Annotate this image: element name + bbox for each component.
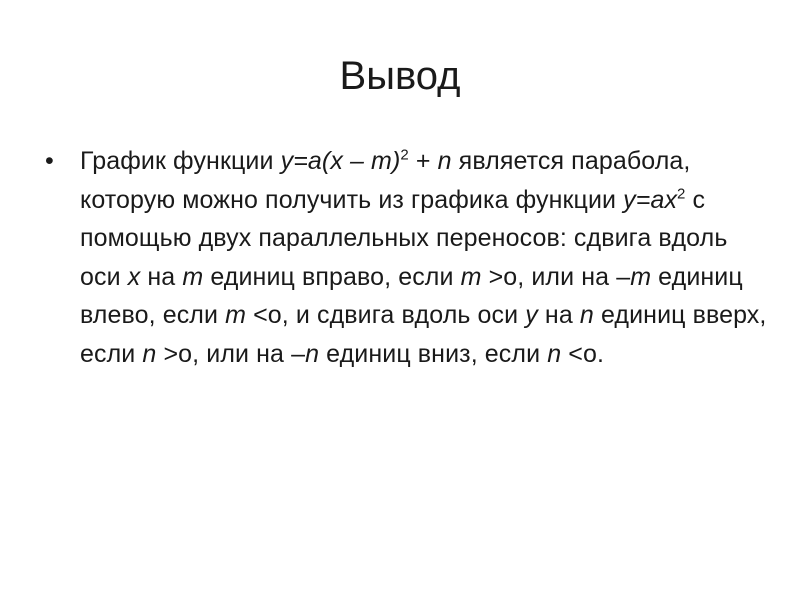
text-run: График функции: [80, 147, 281, 175]
text-run: на: [537, 301, 580, 329]
math-variable: y=a(x – m): [280, 147, 401, 175]
text-run: >o, или на –: [156, 339, 306, 368]
math-variable: x: [127, 262, 141, 291]
math-variable: n: [437, 147, 452, 175]
text-run: является парабола, которую можно получить из графика функции: [80, 147, 691, 214]
text-run: единиц вправо, если: [203, 262, 461, 291]
bullet-text: [80, 147, 766, 368]
math-variable: m: [460, 262, 482, 291]
superscript: 2: [677, 185, 686, 203]
slide-title: Вывод: [339, 54, 461, 98]
math-variable: m: [182, 262, 204, 291]
slide-body: [40, 142, 770, 373]
math-variable: m: [630, 262, 652, 291]
math-variable: y=ax: [623, 185, 678, 214]
text-run: <o, и сдвига вдоль оси: [246, 301, 526, 329]
math-variable: n: [579, 301, 594, 329]
math-variable: n: [547, 339, 562, 368]
text-run: единиц влево, если: [80, 262, 743, 329]
text-run: на: [140, 262, 183, 291]
bullet-dot: •: [45, 147, 54, 175]
math-variable: n: [142, 339, 157, 368]
text-run: единиц вверх, если: [80, 301, 767, 368]
text-run: с помощью двух параллельных переносов: сдвига вдоль оси: [80, 185, 728, 291]
text-run: единиц вниз, если: [319, 339, 548, 368]
text-run: +: [408, 147, 438, 175]
math-variable: y: [525, 301, 538, 329]
text-run: <o.: [561, 339, 605, 368]
math-variable: m: [225, 301, 247, 329]
math-variable: n: [305, 339, 320, 368]
text-run: >o, или на –: [481, 262, 631, 291]
bullet-item: [40, 142, 770, 373]
superscript: 2: [400, 146, 409, 164]
